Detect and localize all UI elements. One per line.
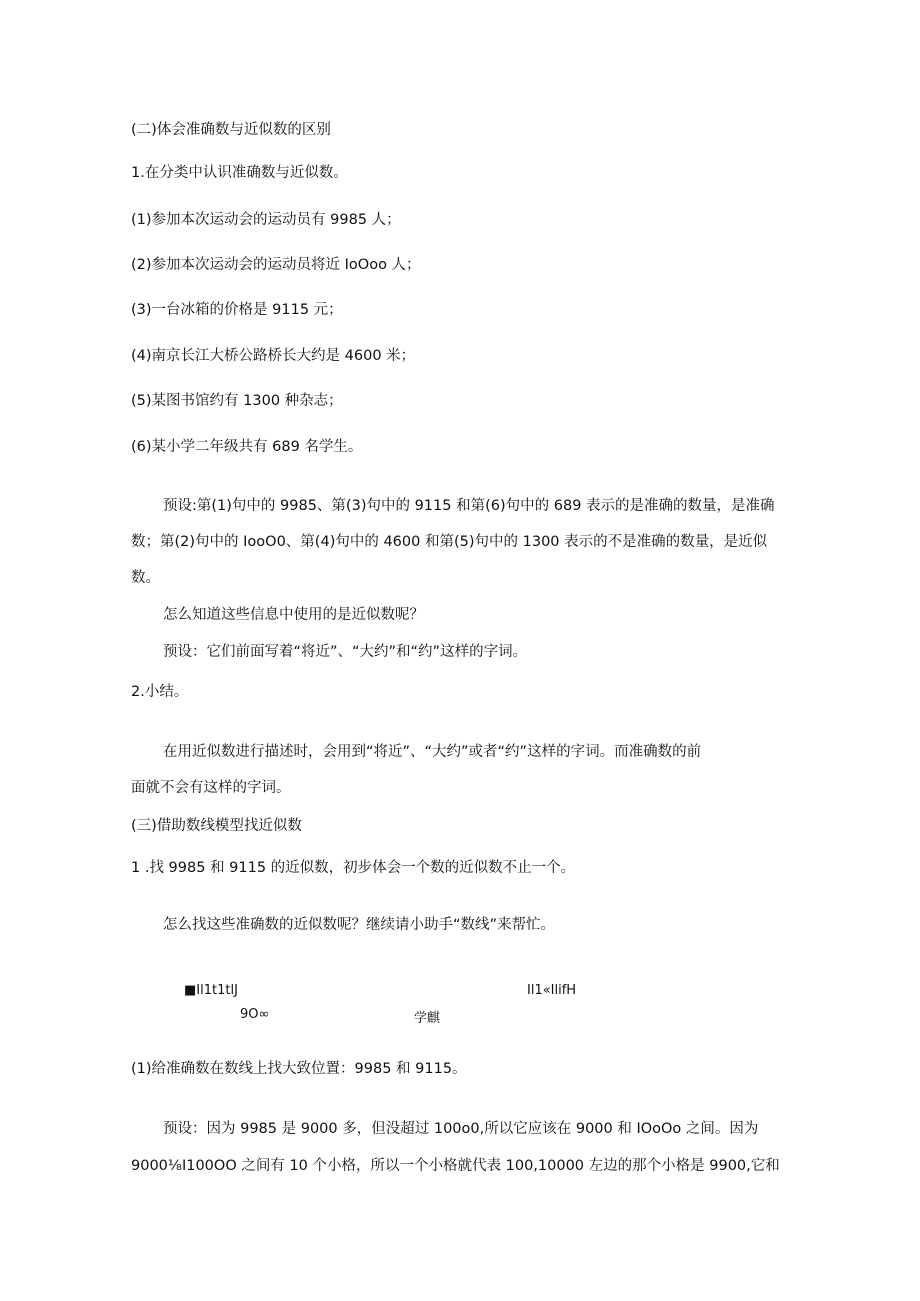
section3-title: (三)借助数线模型找近似数 [131, 818, 302, 834]
paragraph-line: 9000⅛I100OO 之间有 10 个小格，所以一个小格就代表 100,10000 左边的那个小格是 9900,它和 [131, 1158, 780, 1174]
list-item: (6)某小学二年级共有 689 名学生。 [131, 439, 363, 455]
preset-2: 预设：它们前面写着“将近”、“大约”和“约”这样的字词。 [163, 644, 528, 660]
number-line-right-label: 学麒 [414, 1011, 441, 1026]
paragraph-line: 预设：因为 9985 是 9000 多，但没超过 100o0,所以它应该在 9000 和 IOoOo 之间。因为 [163, 1121, 759, 1137]
list-item: (1)参加本次运动会的运动员有 9985 人； [131, 212, 401, 228]
list-item: (4)南京长江大桥公路桥长大约是 4600 米； [131, 348, 416, 364]
question-2: 怎么找这些准确数的近似数呢？继续请小助手“数线”来帮忙。 [163, 917, 556, 933]
list-item: (2)参加本次运动会的运动员将近 IoOoo 人； [131, 257, 421, 273]
task-1: (1)给准确数在数线上找大致位置：9985 和 9115。 [131, 1061, 467, 1077]
paragraph-line: 数；第(2)句中的 IooO0、第(4)句中的 4600 和第(5)句中的 1300 表示的不是准确的数量，是近似 [131, 534, 768, 550]
list-item: (3)一台冰箱的价格是 9115 元； [131, 302, 343, 318]
section2-title: (二)体会准确数与近似数的区别 [131, 122, 331, 138]
list-item: (5)某图书馆约有 1300 种杂志； [131, 393, 343, 409]
paragraph-line: 预设:第(1)句中的 9985、第(3)句中的 9115 和第(6)句中的 689 表示的是准确的数量，是准确 [163, 498, 775, 514]
step2-title: 2.小结。 [131, 684, 189, 700]
paragraph-line: 在用近似数进行描述时，会用到“将近”、“大约”或者“约”这样的字词。而准确数的前 [163, 744, 702, 760]
step3-title: 1 .找 9985 和 9115 的近似数，初步体会一个数的近似数不止一个。 [131, 860, 576, 876]
paragraph-line: 面就不会有这样的字词。 [131, 780, 291, 796]
number-line-left-label: 9O∞ [240, 1007, 270, 1022]
step1-title: 1.在分类中认识准确数与近似数。 [131, 165, 348, 181]
question-1: 怎么知道这些信息中使用的是近似数呢？ [163, 607, 424, 623]
paragraph-line: 数。 [131, 570, 160, 586]
number-line-right-marks: Il1«IlifH [527, 983, 577, 998]
number-line-left-marks: ■Il1t1tlJ [184, 983, 238, 998]
